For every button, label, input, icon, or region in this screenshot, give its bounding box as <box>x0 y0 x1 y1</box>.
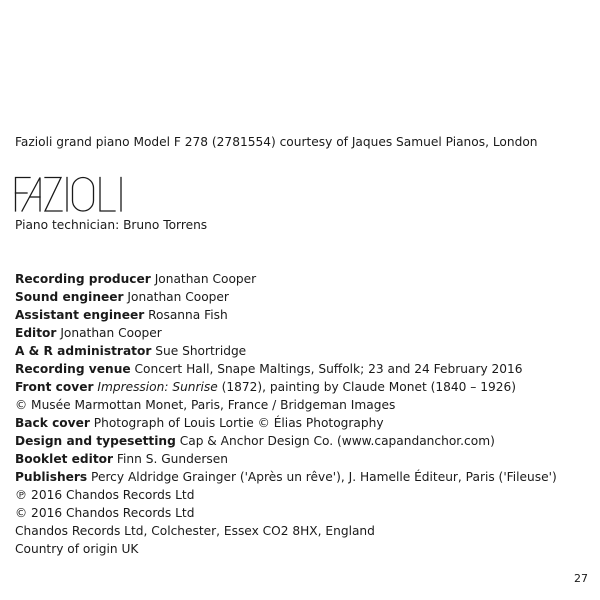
credit-label: Front cover <box>15 380 94 394</box>
credit-origin: Country of origin UK <box>15 542 139 556</box>
credit-value: Cap & Anchor Design Co. (www.capandanchor.com) <box>179 434 495 448</box>
credit-value: Concert Hall, Snape Maltings, Suffolk; 23 and 24 February 2016 <box>134 362 523 376</box>
credit-front-cover <box>15 379 590 397</box>
credit-sound-engineer <box>15 289 590 307</box>
credit-publishers <box>15 469 590 487</box>
credit-value: Jonathan Cooper <box>60 326 162 340</box>
credit-front-cover-rights: © Musée Marmottan Monet, Paris, France / Bridgeman Images <box>15 398 396 412</box>
credit-ar-administrator <box>15 343 590 361</box>
credit-recording-venue <box>15 361 590 379</box>
credit-value: Finn S. Gundersen <box>116 452 228 466</box>
credit-label: Recording venue <box>15 362 131 376</box>
page-number: 27 <box>574 572 588 585</box>
credit-copyright: © 2016 Chandos Records Ltd <box>15 506 195 520</box>
credit-label: Booklet editor <box>15 452 114 466</box>
credit-label: Publishers <box>15 470 88 484</box>
fazioli-logo-mark <box>14 176 129 212</box>
credit-editor <box>15 325 590 343</box>
credit-label: Recording producer <box>15 272 151 286</box>
piano-credit: Fazioli grand piano Model F 278 (2781554) courtesy of Jaques Samuel Pianos, London <box>15 135 538 149</box>
credit-label: A & R administrator <box>15 344 152 358</box>
credit-assistant-engineer <box>15 307 590 325</box>
credit-back-cover <box>15 415 590 433</box>
credit-value: Sue Shortridge <box>155 344 247 358</box>
credit-value: Jonathan Cooper <box>154 272 257 286</box>
credit-value: Rosanna Fish <box>148 308 228 322</box>
credit-label: Back cover <box>15 416 90 430</box>
piano-technician: Piano technician: Bruno Torrens <box>15 218 208 232</box>
credit-value: Percy Aldridge Grainger ('Après un rêve'), J. Hamelle Éditeur, Paris ('Fileuse') <box>91 470 557 484</box>
credit-label: Design and typesetting <box>15 434 176 448</box>
credit-label: Sound engineer <box>15 290 124 304</box>
credit-phonogram: ℗ 2016 Chandos Records Ltd <box>15 488 195 502</box>
credit-label: Editor <box>15 326 57 340</box>
credit-label: Assistant engineer <box>15 308 145 322</box>
credit-value: (1872), painting by Claude Monet (1840 – 1926) <box>221 380 516 394</box>
artwork-title: Impression: Sunrise <box>97 380 218 394</box>
fazioli-logo <box>14 176 129 212</box>
credit-recording-producer <box>15 271 590 289</box>
credits-list <box>15 271 590 559</box>
credit-design <box>15 433 590 451</box>
credit-address: Chandos Records Ltd, Colchester, Essex CO2 8HX, England <box>15 524 375 538</box>
credit-value: Jonathan Cooper <box>127 290 229 304</box>
credit-value: Photograph of Louis Lortie © Élias Photography <box>93 416 384 430</box>
credit-booklet-editor <box>15 451 590 469</box>
